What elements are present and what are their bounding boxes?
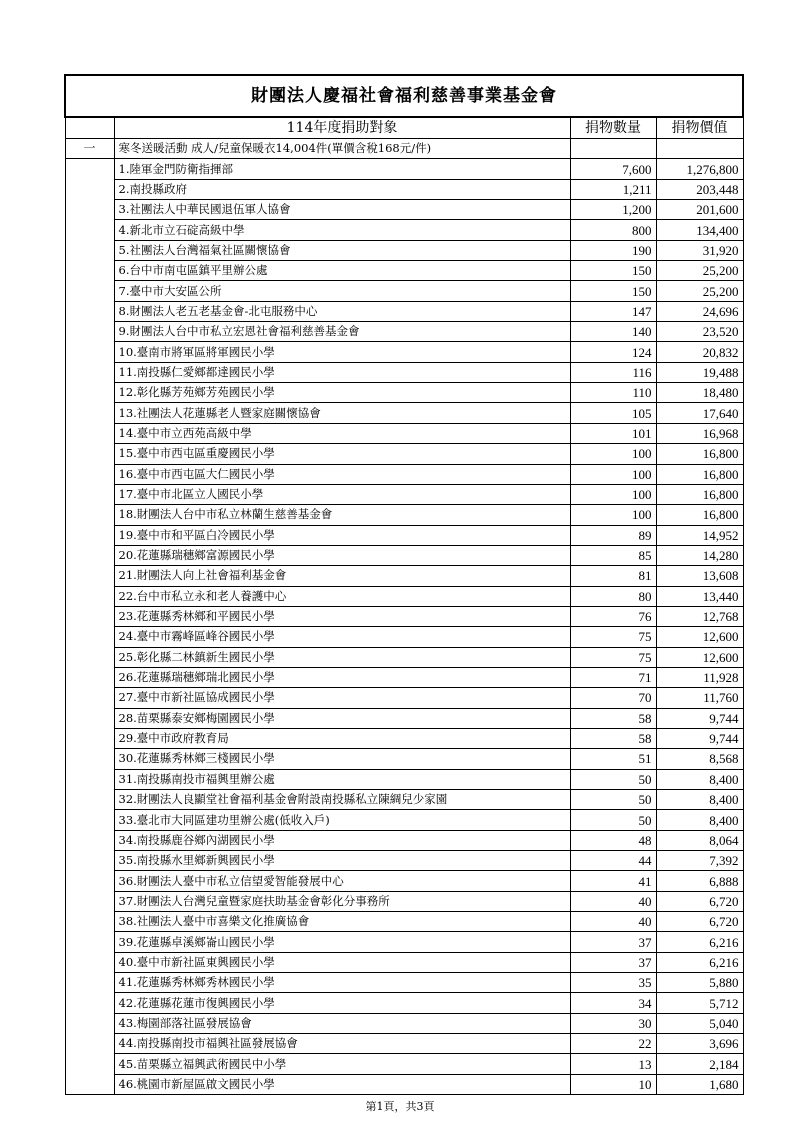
donation-qty: 1,200 [570,200,656,220]
donation-value: 16,968 [656,423,743,443]
donation-value: 17,640 [656,403,743,423]
recipient-name: 5.社團法人台灣福氣社區關懷協會 [114,240,570,260]
section-row [65,139,743,159]
table-row [65,1013,743,1033]
recipient-name: 26.花蓮縣瑞穗鄉瑞北國民小學 [114,667,570,687]
donation-qty: 41 [570,871,656,891]
recipient-name: 39.花蓮縣卓溪鄉崙山國民小學 [114,932,570,952]
donation-value: 6,720 [656,912,743,932]
donation-value: 1,680 [656,1074,743,1094]
donation-value: 16,800 [656,505,743,525]
table-row [65,810,743,830]
table-row [65,749,743,769]
section-value-cell [656,139,743,159]
recipient-name: 11.南投縣仁愛鄉都達國民小學 [114,362,570,382]
donation-value: 8,400 [656,810,743,830]
recipient-name: 23.花蓮縣秀林鄉和平國民小學 [114,606,570,626]
donation-qty: 44 [570,851,656,871]
recipient-name: 37.財團法人台灣兒童暨家庭扶助基金會彰化分事務所 [114,891,570,911]
donation-qty: 800 [570,220,656,240]
recipient-name: 38.社團法人臺中市喜樂文化推廣協會 [114,912,570,932]
recipient-name: 4.新北市立石碇高級中學 [114,220,570,240]
donation-value: 12,600 [656,627,743,647]
donation-qty: 1,211 [570,179,656,199]
donation-qty: 190 [570,240,656,260]
recipient-name: 24.臺中市霧峰區峰谷國民小學 [114,627,570,647]
recipient-name: 3.社團法人中華民國退伍軍人協會 [114,200,570,220]
donation-value: 18,480 [656,383,743,403]
table-row [65,281,743,301]
table-row [65,1034,743,1054]
table-row [65,952,743,972]
table-row [65,322,743,342]
table-row [65,586,743,606]
recipient-name: 41.花蓮縣秀林鄉秀林國民小學 [114,973,570,993]
recipient-name: 44.南投縣南投市福興社區發展協會 [114,1034,570,1054]
recipient-name: 40.臺中市新社區東興國民小學 [114,952,570,972]
donation-value: 2,184 [656,1054,743,1074]
donation-value: 16,800 [656,444,743,464]
table-row [65,261,743,281]
donation-value: 8,400 [656,790,743,810]
donation-value: 31,920 [656,240,743,260]
donation-qty: 100 [570,484,656,504]
table-row [65,627,743,647]
recipient-name: 12.彰化縣芳苑鄉芳苑國民小學 [114,383,570,403]
table-row [65,973,743,993]
donation-qty: 150 [570,261,656,281]
donation-value: 14,280 [656,545,743,565]
donation-qty: 40 [570,912,656,932]
donation-qty: 150 [570,281,656,301]
table-row [65,383,743,403]
donation-qty: 100 [570,505,656,525]
donation-qty: 50 [570,790,656,810]
recipient-name: 30.花蓮縣秀林鄉三棧國民小學 [114,749,570,769]
recipient-name: 34.南投縣鹿谷鄉內湖國民小學 [114,830,570,850]
section-qty-cell [570,139,656,159]
recipient-name: 2.南投縣政府 [114,179,570,199]
donation-value: 1,276,800 [656,159,743,179]
donation-value: 5,040 [656,1013,743,1033]
recipient-name: 45.苗栗縣立福興武術國民中小學 [114,1054,570,1074]
donation-value: 20,832 [656,342,743,362]
recipient-name: 18.財團法人台中市私立林蘭生慈善基金會 [114,505,570,525]
donation-value: 134,400 [656,220,743,240]
recipient-name: 46.桃園市新屋區啟文國民小學 [114,1074,570,1094]
donation-qty: 37 [570,952,656,972]
document-title: 財團法人慶福社會福利慈善事業基金會 [65,75,743,117]
table-row [65,464,743,484]
table-row [65,220,743,240]
recipient-name: 1.陸軍金門防衛指揮部 [114,159,570,179]
donation-value: 16,800 [656,464,743,484]
donation-value: 6,888 [656,871,743,891]
donation-value: 12,600 [656,647,743,667]
donation-value: 24,696 [656,301,743,321]
table-row [65,545,743,565]
donation-value: 25,200 [656,261,743,281]
recipient-name: 19.臺中市和平區白冷國民小學 [114,525,570,545]
donation-value: 25,200 [656,281,743,301]
donation-value: 14,952 [656,525,743,545]
donation-value: 11,928 [656,667,743,687]
donation-value: 13,440 [656,586,743,606]
table-row [65,240,743,260]
recipient-name: 28.苗栗縣泰安鄉梅園國民小學 [114,708,570,728]
recipient-name: 16.臺中市西屯區大仁國民小學 [114,464,570,484]
donation-qty: 10 [570,1074,656,1094]
header-value: 捐物價值 [656,117,743,139]
header-index-cell [65,117,114,139]
donation-value: 13,608 [656,566,743,586]
donation-value: 6,720 [656,891,743,911]
recipient-name: 9.財團法人台中市私立宏恩社會福利慈善基金會 [114,322,570,342]
donation-qty: 75 [570,647,656,667]
table-row [65,769,743,789]
table-row [65,566,743,586]
section-index: 一 [65,139,114,159]
donation-qty: 140 [570,322,656,342]
donation-qty: 75 [570,627,656,647]
recipient-name: 33.臺北市大同區建功里辦公處(低收入戶) [114,810,570,830]
table-row [65,932,743,952]
donation-value: 16,800 [656,484,743,504]
table-row [65,444,743,464]
donation-value: 23,520 [656,322,743,342]
recipient-name: 10.臺南市將軍區將軍國民小學 [114,342,570,362]
recipient-name: 7.臺中市大安區公所 [114,281,570,301]
recipient-name: 8.財團法人老五老基金會-北屯服務中心 [114,301,570,321]
donation-table [64,74,744,1095]
donation-qty: 76 [570,606,656,626]
header-target: 114年度捐助對象 [114,117,570,139]
table-row [65,647,743,667]
recipient-name: 42.花蓮縣花蓮市復興國民小學 [114,993,570,1013]
recipient-name: 27.臺中市新社區協成國民小學 [114,688,570,708]
index-column-cell [65,159,114,1095]
donation-value: 8,400 [656,769,743,789]
donation-value: 7,392 [656,851,743,871]
header-row [65,117,743,139]
table-row [65,728,743,748]
donation-value: 11,760 [656,688,743,708]
table-row [65,790,743,810]
donation-value: 9,744 [656,708,743,728]
donation-qty: 147 [570,301,656,321]
recipient-name: 17.臺中市北區立人國民小學 [114,484,570,504]
recipient-name: 14.臺中市立西苑高級中學 [114,423,570,443]
recipient-name: 22.台中市私立永和老人養護中心 [114,586,570,606]
donation-value: 6,216 [656,952,743,972]
title-row [65,75,743,117]
donation-qty: 58 [570,708,656,728]
table-row [65,708,743,728]
donation-qty: 7,600 [570,159,656,179]
recipient-name: 13.社團法人花蓮縣老人暨家庭關懷協會 [114,403,570,423]
table-row [65,505,743,525]
donation-value: 6,216 [656,932,743,952]
table-row [65,403,743,423]
recipient-name: 6.台中市南屯區鎮平里辦公處 [114,261,570,281]
table-row [65,200,743,220]
donation-value: 12,768 [656,606,743,626]
donation-value: 201,600 [656,200,743,220]
donation-qty: 110 [570,383,656,403]
recipient-name: 15.臺中市西屯區重慶國民小學 [114,444,570,464]
table-row [65,342,743,362]
recipient-name: 32.財團法人良顯堂社會福利基金會附設南投縣私立陳綢兒少家園 [114,790,570,810]
donation-qty: 80 [570,586,656,606]
donation-qty: 70 [570,688,656,708]
donation-qty: 48 [570,830,656,850]
donation-value: 3,696 [656,1034,743,1054]
donation-qty: 101 [570,423,656,443]
donation-qty: 81 [570,566,656,586]
page-footer: 第1頁，共3頁 [365,1100,435,1113]
recipient-name: 20.花蓮縣瑞穗鄉富源國民小學 [114,545,570,565]
donation-qty: 40 [570,891,656,911]
table-row [65,362,743,382]
donation-qty: 116 [570,362,656,382]
table-row [65,667,743,687]
recipient-name: 43.梅園部落社區發展協會 [114,1013,570,1033]
table-row [65,159,743,179]
table-row [65,688,743,708]
recipient-name: 29.臺中市政府教育局 [114,728,570,748]
donation-qty: 13 [570,1054,656,1074]
donation-value: 5,712 [656,993,743,1013]
donation-value: 203,448 [656,179,743,199]
donation-qty: 89 [570,525,656,545]
donation-qty: 50 [570,769,656,789]
donation-qty: 71 [570,667,656,687]
recipient-name: 21.財團法人向上社會福利基金會 [114,566,570,586]
donation-qty: 85 [570,545,656,565]
donation-qty: 105 [570,403,656,423]
table-row [65,606,743,626]
donation-qty: 35 [570,973,656,993]
table-row [65,423,743,443]
recipient-name: 36.財團法人臺中市私立信望愛智能發展中心 [114,871,570,891]
donation-qty: 58 [570,728,656,748]
donation-value: 9,744 [656,728,743,748]
table-row [65,301,743,321]
donation-qty: 100 [570,464,656,484]
table-row [65,912,743,932]
table-row [65,484,743,504]
recipient-name: 31.南投縣南投市福興里辦公處 [114,769,570,789]
donation-qty: 34 [570,993,656,1013]
table-row [65,851,743,871]
donation-qty: 124 [570,342,656,362]
donation-qty: 51 [570,749,656,769]
recipient-name: 35.南投縣水里鄉新興國民小學 [114,851,570,871]
donation-qty: 37 [570,932,656,952]
table-row [65,1074,743,1094]
donation-value: 5,880 [656,973,743,993]
table-row [65,993,743,1013]
recipient-name: 25.彰化縣二林鎮新生國民小學 [114,647,570,667]
section-label: 寒冬送暖活動 成人/兒童保暖衣14,004件(單價含稅168元/件) [114,139,570,159]
table-row [65,871,743,891]
donation-qty: 100 [570,444,656,464]
donation-qty: 50 [570,810,656,830]
donation-qty: 30 [570,1013,656,1033]
table-row [65,1054,743,1074]
table-row [65,891,743,911]
table-row [65,830,743,850]
donation-value: 19,488 [656,362,743,382]
header-qty: 捐物數量 [570,117,656,139]
table-row [65,179,743,199]
donation-qty: 22 [570,1034,656,1054]
table-row [65,525,743,545]
donation-value: 8,568 [656,749,743,769]
donation-value: 8,064 [656,830,743,850]
